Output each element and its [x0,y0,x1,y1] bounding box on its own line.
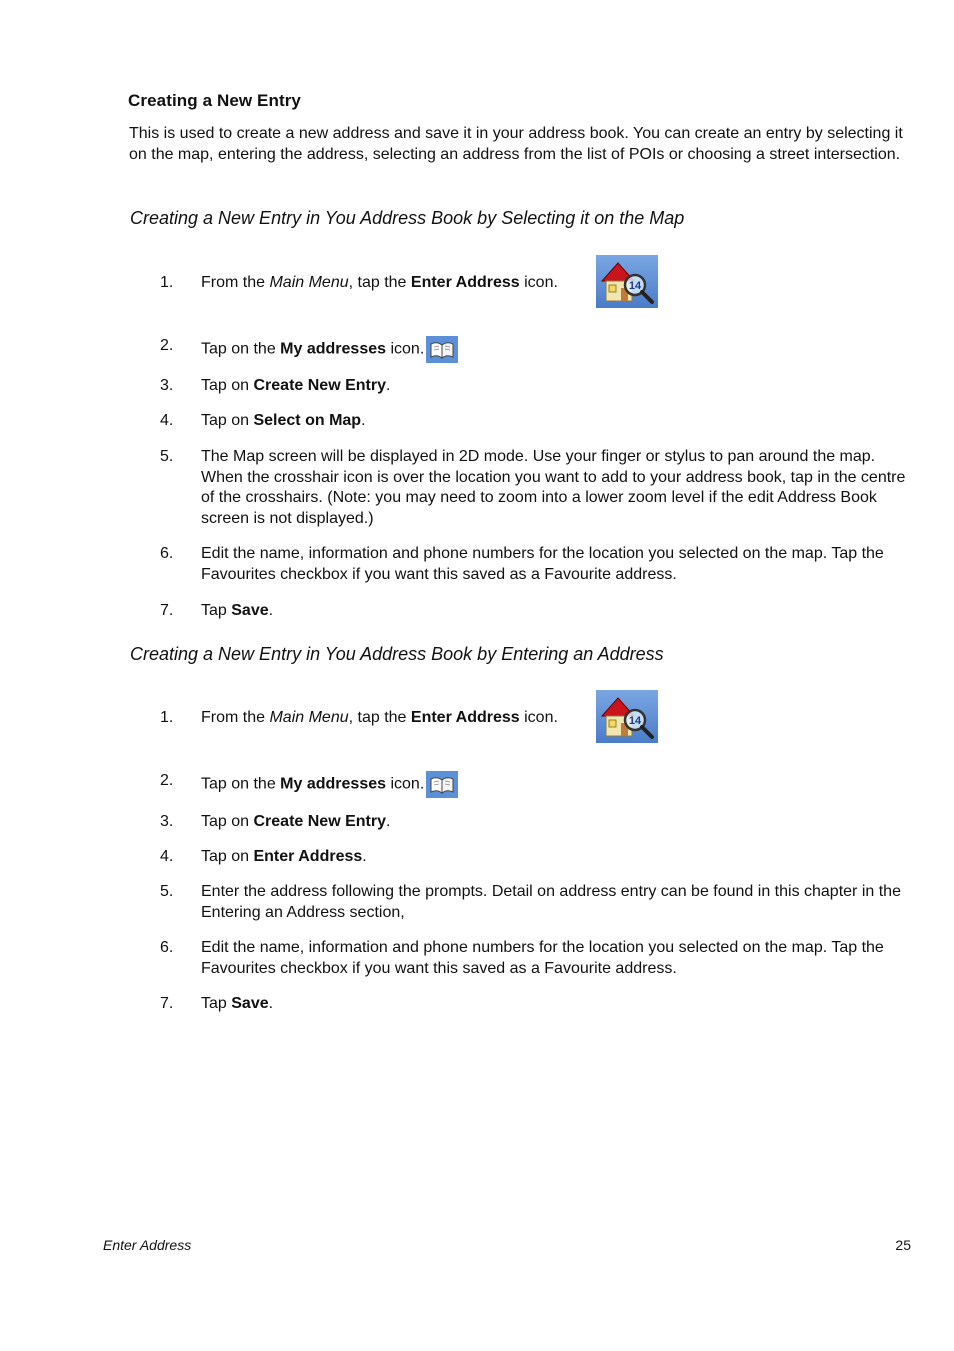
step-6: 6. Edit the name, information and phone numbers for the location you selected on the map. Tap the Favourites checkbox if you want this saved as a Favourite address. [160,939,884,977]
section-title: Creating a New Entry [128,91,301,110]
my-addresses-icon [426,771,458,798]
subsection-heading-map: Creating a New Entry in You Address Book by Selecting it on the Map [130,208,685,228]
subsection-heading-address: Creating a New Entry in You Address Book by Entering an Address [130,644,664,664]
enter-address-icon [596,690,658,743]
step-3: 3. Tap on Create New Entry. [160,377,391,394]
my-addresses-icon [426,336,458,363]
step-1: 1. From the Main Menu, tap the Enter Address icon. [160,274,558,291]
svg-text:14: 14 [628,280,642,292]
step-4: 4. Tap on Select on Map. [160,412,366,429]
step-7: 7. Tap Save. [160,602,274,619]
page-number: 25 [895,1237,911,1253]
enter-address-icon [596,255,658,308]
svg-text:14: 14 [628,715,642,727]
step-1: 1. From the Main Menu, tap the Enter Address icon. [160,709,558,726]
step-3: 3. Tap on Create New Entry. [160,813,391,830]
step-2: 2. Tap on the My addresses icon. [160,336,915,363]
intro-paragraph: This is used to create a new address and save it in your address book. You can create an entry by selecting it on the map, entering the address, selecting an address from the list of POIs or choosing a street intersection. [129,125,903,163]
step-5: 5. Enter the address following the prompts. Detail on address entry can be found in this chapter in the Entering an Address section, [160,883,901,921]
step-5: 5. The Map screen will be displayed in 2D mode. Use your finger or stylus to pan around the map. When the crosshair icon is over the location you want to add to your address book, tap in the centre of the crosshairs. (Note: you may need to zoom into a lower zoom level if the edit Address Book screen is not displayed.) [160,448,906,527]
step-6: 6. Edit the name, information and phone numbers for the location you selected on the map. Tap the Favourites checkbox if you want this saved as a Favourite address. [160,545,884,583]
step-4: 4. Tap on Enter Address. [160,848,367,865]
step-7: 7. Tap Save. [160,995,274,1012]
step-2: 2. Tap on the My addresses icon. [160,771,915,798]
footer-chapter: Enter Address [103,1237,192,1253]
